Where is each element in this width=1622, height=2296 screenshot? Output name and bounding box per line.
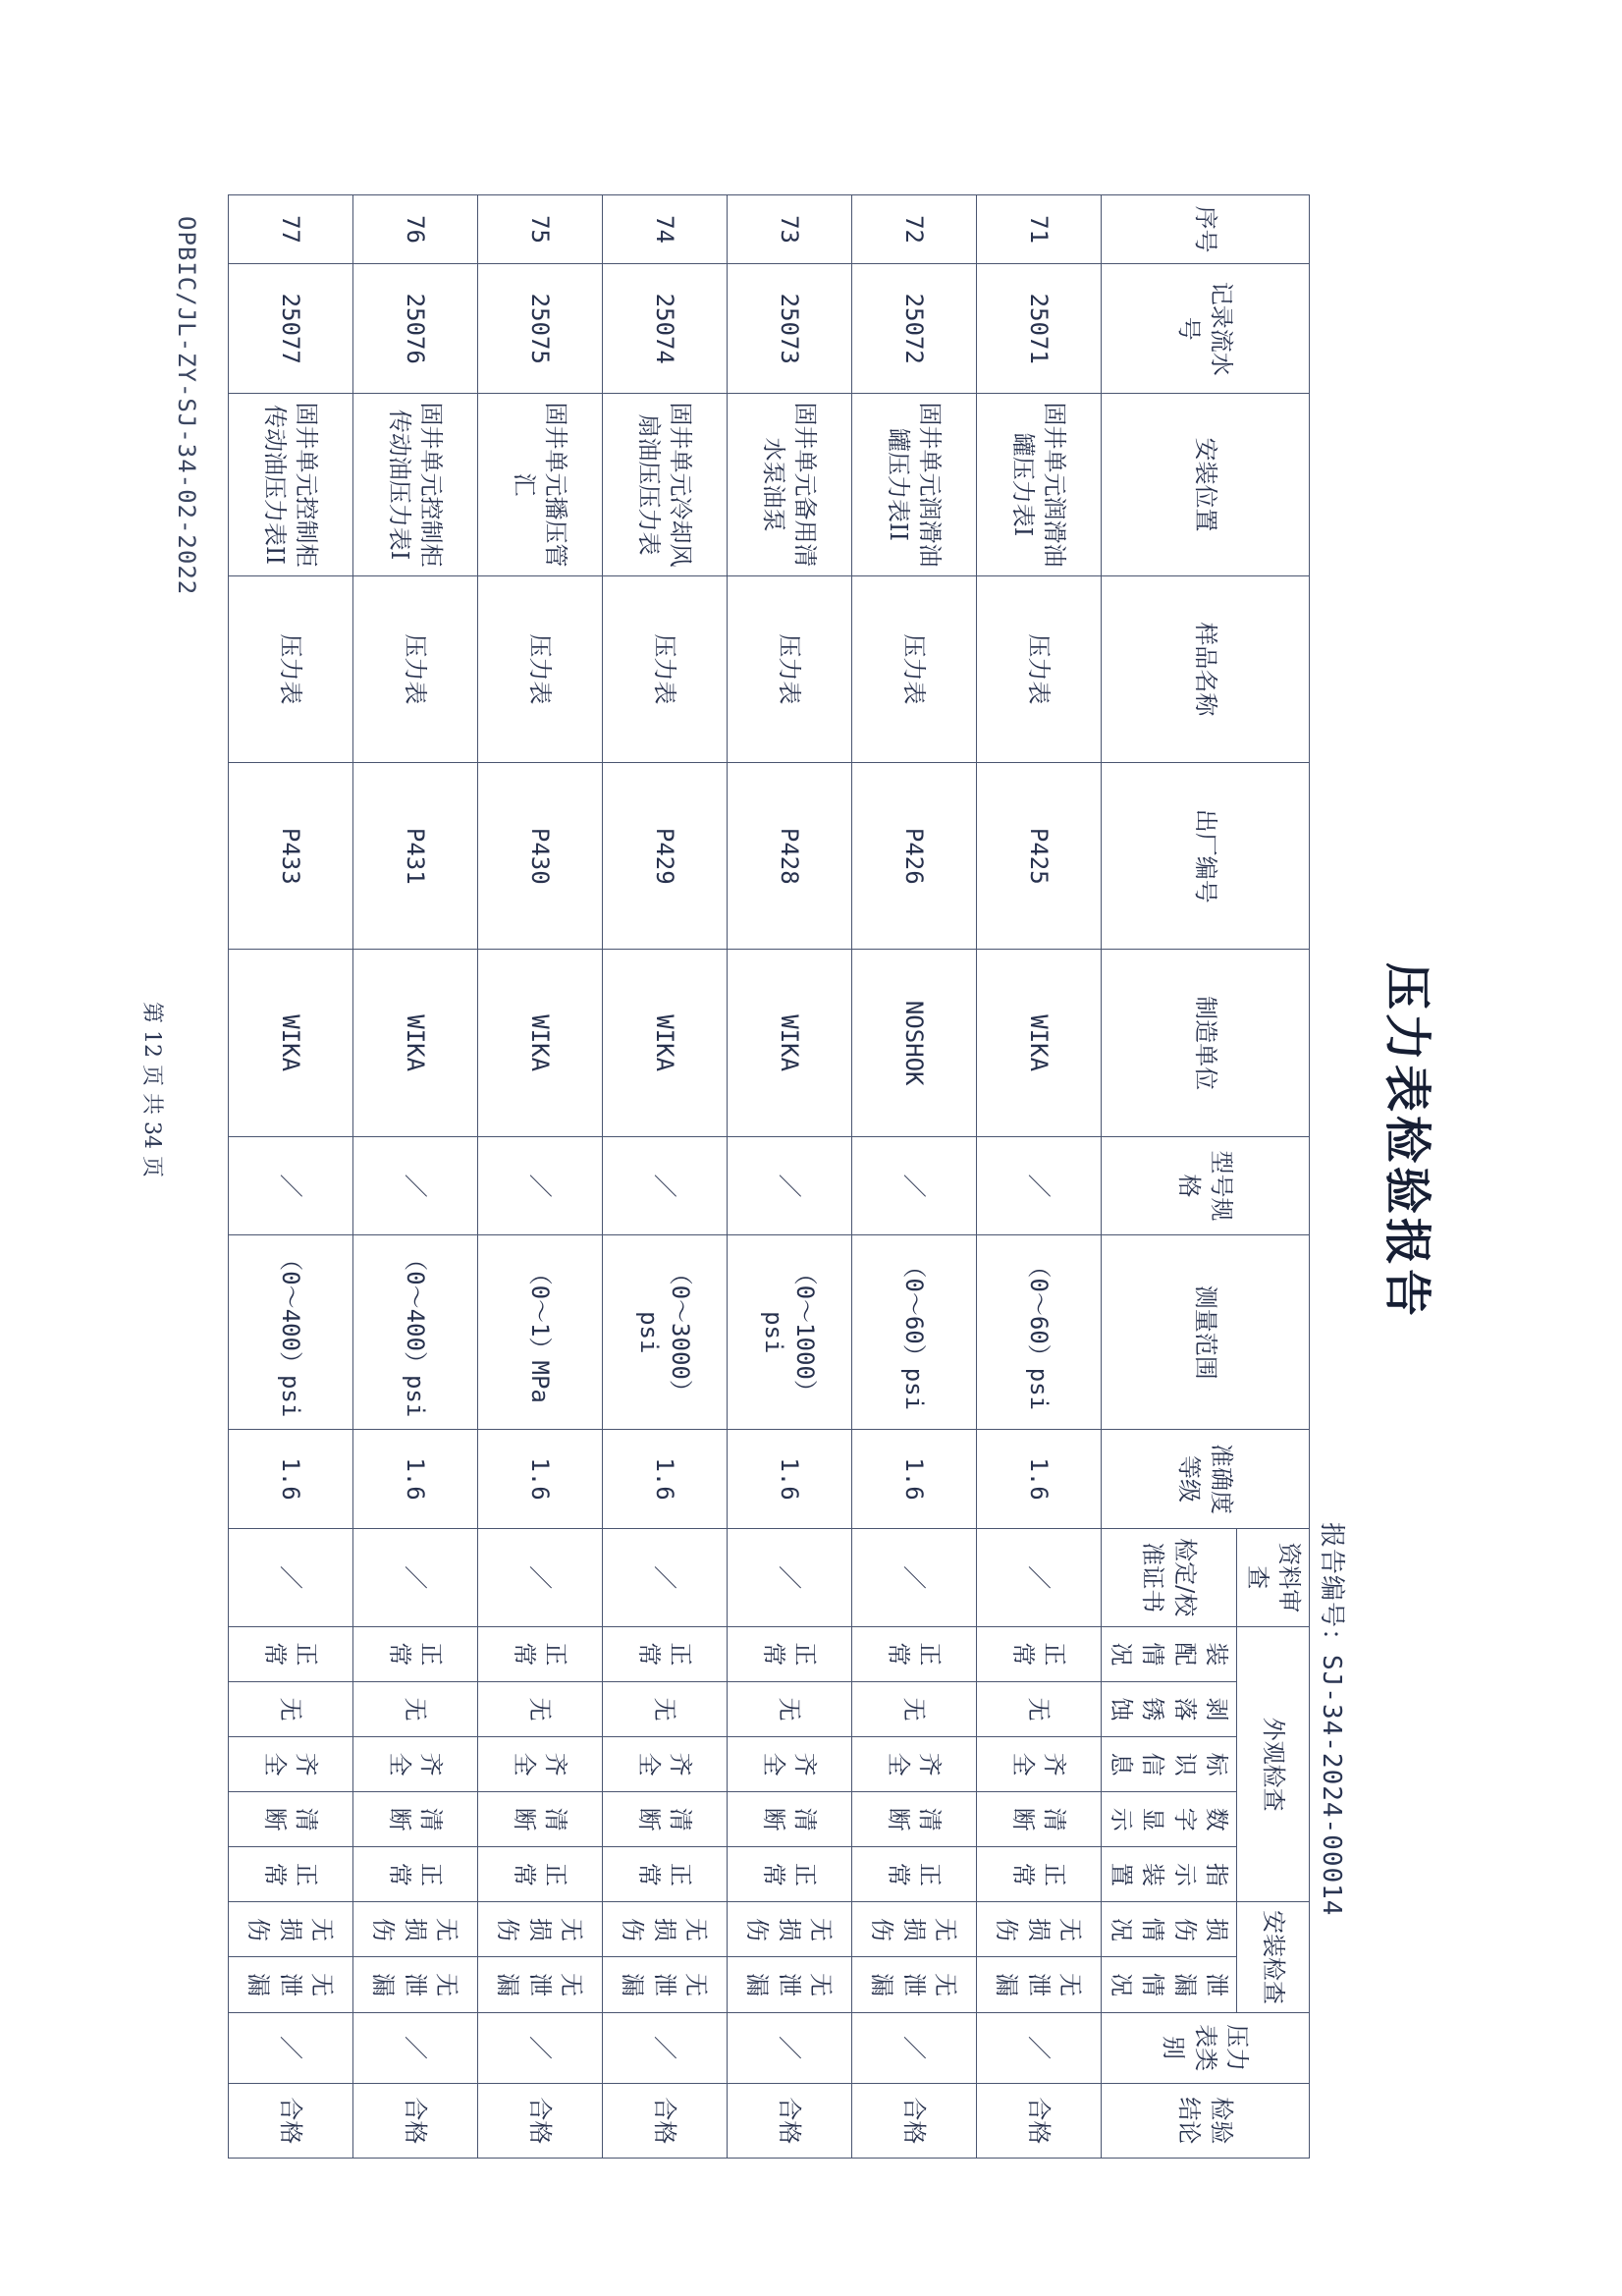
cell-record-no: 25074	[602, 264, 727, 394]
cell-cert: ／	[727, 1528, 851, 1626]
cell-sample-name: 压力表	[851, 575, 976, 762]
cell-model: ／	[976, 1136, 1101, 1234]
header-leak: 泄漏情况	[1101, 1957, 1237, 2012]
cell-assembly: 正常	[602, 1626, 727, 1681]
cell-pointer: 正常	[976, 1847, 1101, 1902]
cell-gauge-type: ／	[477, 2012, 602, 2083]
cell-damage: 无损伤	[727, 1902, 851, 1957]
cell-sample-name: 压力表	[352, 575, 477, 762]
cell-corrosion: 无	[976, 1681, 1101, 1736]
cell-manufacturer: WIKA	[727, 950, 851, 1136]
cell-gauge-type: ／	[851, 2012, 976, 2083]
cell-range: （0～60）psi	[976, 1235, 1101, 1430]
cell-digits: 清断	[851, 1792, 976, 1847]
cell-location: 固井单元冷却风扇油压压力表	[602, 394, 727, 575]
cell-conclusion: 合格	[352, 2083, 477, 2158]
cell-leak: 无泄漏	[851, 1957, 976, 2012]
table-row	[851, 195, 976, 2159]
cell-assembly: 正常	[477, 1626, 602, 1681]
cell-conclusion: 合格	[727, 2083, 851, 2158]
cell-serial-no: P431	[352, 763, 477, 950]
cell-model: ／	[228, 1136, 352, 1234]
cell-corrosion: 无	[851, 1681, 976, 1736]
cell-sample-name: 压力表	[477, 575, 602, 762]
cell-record-no: 25073	[727, 264, 851, 394]
cell-conclusion: 合格	[228, 2083, 352, 2158]
header-conclusion: 检验结论	[1101, 2083, 1309, 2158]
cell-seq: 71	[976, 195, 1101, 264]
cell-assembly: 正常	[228, 1626, 352, 1681]
cell-digits: 清断	[727, 1792, 851, 1847]
cell-record-no: 25071	[976, 264, 1101, 394]
cell-sample-name: 压力表	[976, 575, 1101, 762]
header-corrosion: 剥落锈蚀	[1101, 1681, 1237, 1736]
cell-record-no: 25077	[228, 264, 352, 394]
header-seq: 序号	[1101, 195, 1309, 264]
cell-digits: 清断	[602, 1792, 727, 1847]
cell-damage: 无损伤	[477, 1902, 602, 1957]
table-row	[602, 195, 727, 2159]
cell-digits: 清断	[976, 1792, 1101, 1847]
page-number: 第 12 页 共 34 页	[139, 1002, 164, 1177]
cell-seq: 72	[851, 195, 976, 264]
form-code: OPBIC/JL-ZY-SJ-34-02-2022	[173, 216, 200, 596]
cell-conclusion: 合格	[851, 2083, 976, 2158]
header-assembly: 装配情况	[1101, 1626, 1237, 1681]
cell-damage: 无损伤	[352, 1902, 477, 1957]
cell-digits: 清断	[477, 1792, 602, 1847]
cell-model: ／	[477, 1136, 602, 1234]
cell-gauge-type: ／	[602, 2012, 727, 2083]
cell-accuracy: 1.6	[851, 1430, 976, 1528]
cell-cert: ／	[976, 1528, 1101, 1626]
cell-accuracy: 1.6	[228, 1430, 352, 1528]
cell-accuracy: 1.6	[352, 1430, 477, 1528]
cell-model: ／	[851, 1136, 976, 1234]
table-row	[228, 195, 352, 2159]
cell-leak: 无泄漏	[228, 1957, 352, 2012]
cell-seq: 73	[727, 195, 851, 264]
cell-model: ／	[727, 1136, 851, 1234]
cell-serial-no: P428	[727, 763, 851, 950]
cell-pointer: 正常	[851, 1847, 976, 1902]
cell-pointer: 正常	[727, 1847, 851, 1902]
cell-leak: 无泄漏	[352, 1957, 477, 2012]
cell-gauge-type: ／	[228, 2012, 352, 2083]
cell-leak: 无泄漏	[727, 1957, 851, 2012]
cell-marking: 齐全	[851, 1737, 976, 1792]
cell-manufacturer: WIKA	[477, 950, 602, 1136]
cell-conclusion: 合格	[976, 2083, 1101, 2158]
cell-accuracy: 1.6	[727, 1430, 851, 1528]
header-accuracy: 准确度等级	[1101, 1430, 1309, 1528]
header-sample-name: 样品名称	[1101, 575, 1309, 762]
cell-accuracy: 1.6	[976, 1430, 1101, 1528]
cell-corrosion: 无	[477, 1681, 602, 1736]
cell-conclusion: 合格	[477, 2083, 602, 2158]
header-install-check: 安装检查	[1237, 1902, 1310, 2012]
cell-location: 固井单元播压管汇	[477, 394, 602, 575]
cell-manufacturer: NOSHOK	[851, 950, 976, 1136]
cell-pointer: 正常	[602, 1847, 727, 1902]
cell-model: ／	[602, 1136, 727, 1234]
cell-record-no: 25072	[851, 264, 976, 394]
cell-marking: 齐全	[976, 1737, 1101, 1792]
cell-location: 固井单元润滑油罐压力表II	[851, 394, 976, 575]
header-manufacturer: 制造单位	[1101, 950, 1309, 1136]
header-model: 型号规格	[1101, 1136, 1309, 1234]
cell-leak: 无泄漏	[976, 1957, 1101, 2012]
cell-sample-name: 压力表	[228, 575, 352, 762]
inspection-table	[228, 194, 1310, 2159]
cell-sample-name: 压力表	[727, 575, 851, 762]
cell-seq: 75	[477, 195, 602, 264]
cell-cert: ／	[477, 1528, 602, 1626]
header-appearance: 外观检查	[1237, 1626, 1310, 1902]
header-gauge-type: 压力表类别	[1101, 2012, 1309, 2083]
cell-accuracy: 1.6	[477, 1430, 602, 1528]
cell-marking: 齐全	[228, 1737, 352, 1792]
cell-assembly: 正常	[352, 1626, 477, 1681]
cell-damage: 无损伤	[602, 1902, 727, 1957]
header-pointer: 指示装置	[1101, 1847, 1237, 1902]
cell-leak: 无泄漏	[602, 1957, 727, 2012]
cell-sample-name: 压力表	[602, 575, 727, 762]
cell-damage: 无损伤	[976, 1902, 1101, 1957]
report-number: 报告编号：SJ-34-2024-00014	[1317, 1522, 1346, 1917]
cell-range: （0～3000）psi	[602, 1235, 727, 1430]
cell-serial-no: P429	[602, 763, 727, 950]
cell-location: 固井单元控制柜传动油压力表II	[228, 394, 352, 575]
header-digits: 数字显示	[1101, 1792, 1237, 1847]
cell-serial-no: P425	[976, 763, 1101, 950]
cell-corrosion: 无	[602, 1681, 727, 1736]
cell-cert: ／	[851, 1528, 976, 1626]
cell-location: 固井单元备用清水泵油泵	[727, 394, 851, 575]
cell-manufacturer: WIKA	[976, 950, 1101, 1136]
cell-assembly: 正常	[727, 1626, 851, 1681]
cell-leak: 无泄漏	[477, 1957, 602, 2012]
table-row	[477, 195, 602, 2159]
header-range: 测量范围	[1101, 1235, 1309, 1430]
cell-digits: 清断	[228, 1792, 352, 1847]
cell-conclusion: 合格	[602, 2083, 727, 2158]
header-row-1	[1237, 195, 1310, 2159]
cell-model: ／	[352, 1136, 477, 1234]
cell-marking: 齐全	[727, 1737, 851, 1792]
cell-damage: 无损伤	[228, 1902, 352, 1957]
cell-location: 固井单元润滑油罐压力表I	[976, 394, 1101, 575]
cell-seq: 77	[228, 195, 352, 264]
cell-serial-no: P426	[851, 763, 976, 950]
table-row	[976, 195, 1101, 2159]
header-marking: 标识信息	[1101, 1737, 1237, 1792]
table-body	[228, 195, 1101, 2159]
cell-range: （0～1）MPa	[477, 1235, 602, 1430]
cell-marking: 齐全	[352, 1737, 477, 1792]
cell-damage: 无损伤	[851, 1902, 976, 1957]
report-title: 压力表检验报告	[1379, 962, 1434, 1321]
cell-corrosion: 无	[727, 1681, 851, 1736]
cell-range: （0～60）psi	[851, 1235, 976, 1430]
cell-serial-no: P433	[228, 763, 352, 950]
cell-manufacturer: WIKA	[602, 950, 727, 1136]
cell-serial-no: P430	[477, 763, 602, 950]
cell-marking: 齐全	[477, 1737, 602, 1792]
cell-record-no: 25076	[352, 264, 477, 394]
cell-record-no: 25075	[477, 264, 602, 394]
table-row	[352, 195, 477, 2159]
cell-cert: ／	[602, 1528, 727, 1626]
cell-digits: 清断	[352, 1792, 477, 1847]
cell-marking: 齐全	[602, 1737, 727, 1792]
header-cert: 检定/校准证书	[1101, 1528, 1237, 1626]
cell-range: （0～400）psi	[228, 1235, 352, 1430]
cell-pointer: 正常	[352, 1847, 477, 1902]
cell-corrosion: 无	[228, 1681, 352, 1736]
cell-gauge-type: ／	[976, 2012, 1101, 2083]
cell-assembly: 正常	[976, 1626, 1101, 1681]
cell-range: （0～400）psi	[352, 1235, 477, 1430]
header-damage: 损伤情况	[1101, 1902, 1237, 1957]
cell-seq: 76	[352, 195, 477, 264]
cell-seq: 74	[602, 195, 727, 264]
header-serial-no: 出厂编号	[1101, 763, 1309, 950]
cell-range: （0～1000）psi	[727, 1235, 851, 1430]
table-row	[727, 195, 851, 2159]
cell-gauge-type: ／	[352, 2012, 477, 2083]
cell-corrosion: 无	[352, 1681, 477, 1736]
header-location: 安装位置	[1101, 394, 1309, 575]
header-record-no: 记录流水号	[1101, 264, 1309, 394]
cell-pointer: 正常	[477, 1847, 602, 1902]
cell-pointer: 正常	[228, 1847, 352, 1902]
cell-assembly: 正常	[851, 1626, 976, 1681]
cell-manufacturer: WIKA	[352, 950, 477, 1136]
cell-manufacturer: WIKA	[228, 950, 352, 1136]
cell-cert: ／	[228, 1528, 352, 1626]
cell-location: 固井单元控制柜传动油压力表I	[352, 394, 477, 575]
cell-cert: ／	[352, 1528, 477, 1626]
header-doc-review: 资料审查	[1237, 1528, 1310, 1626]
cell-accuracy: 1.6	[602, 1430, 727, 1528]
cell-gauge-type: ／	[727, 2012, 851, 2083]
